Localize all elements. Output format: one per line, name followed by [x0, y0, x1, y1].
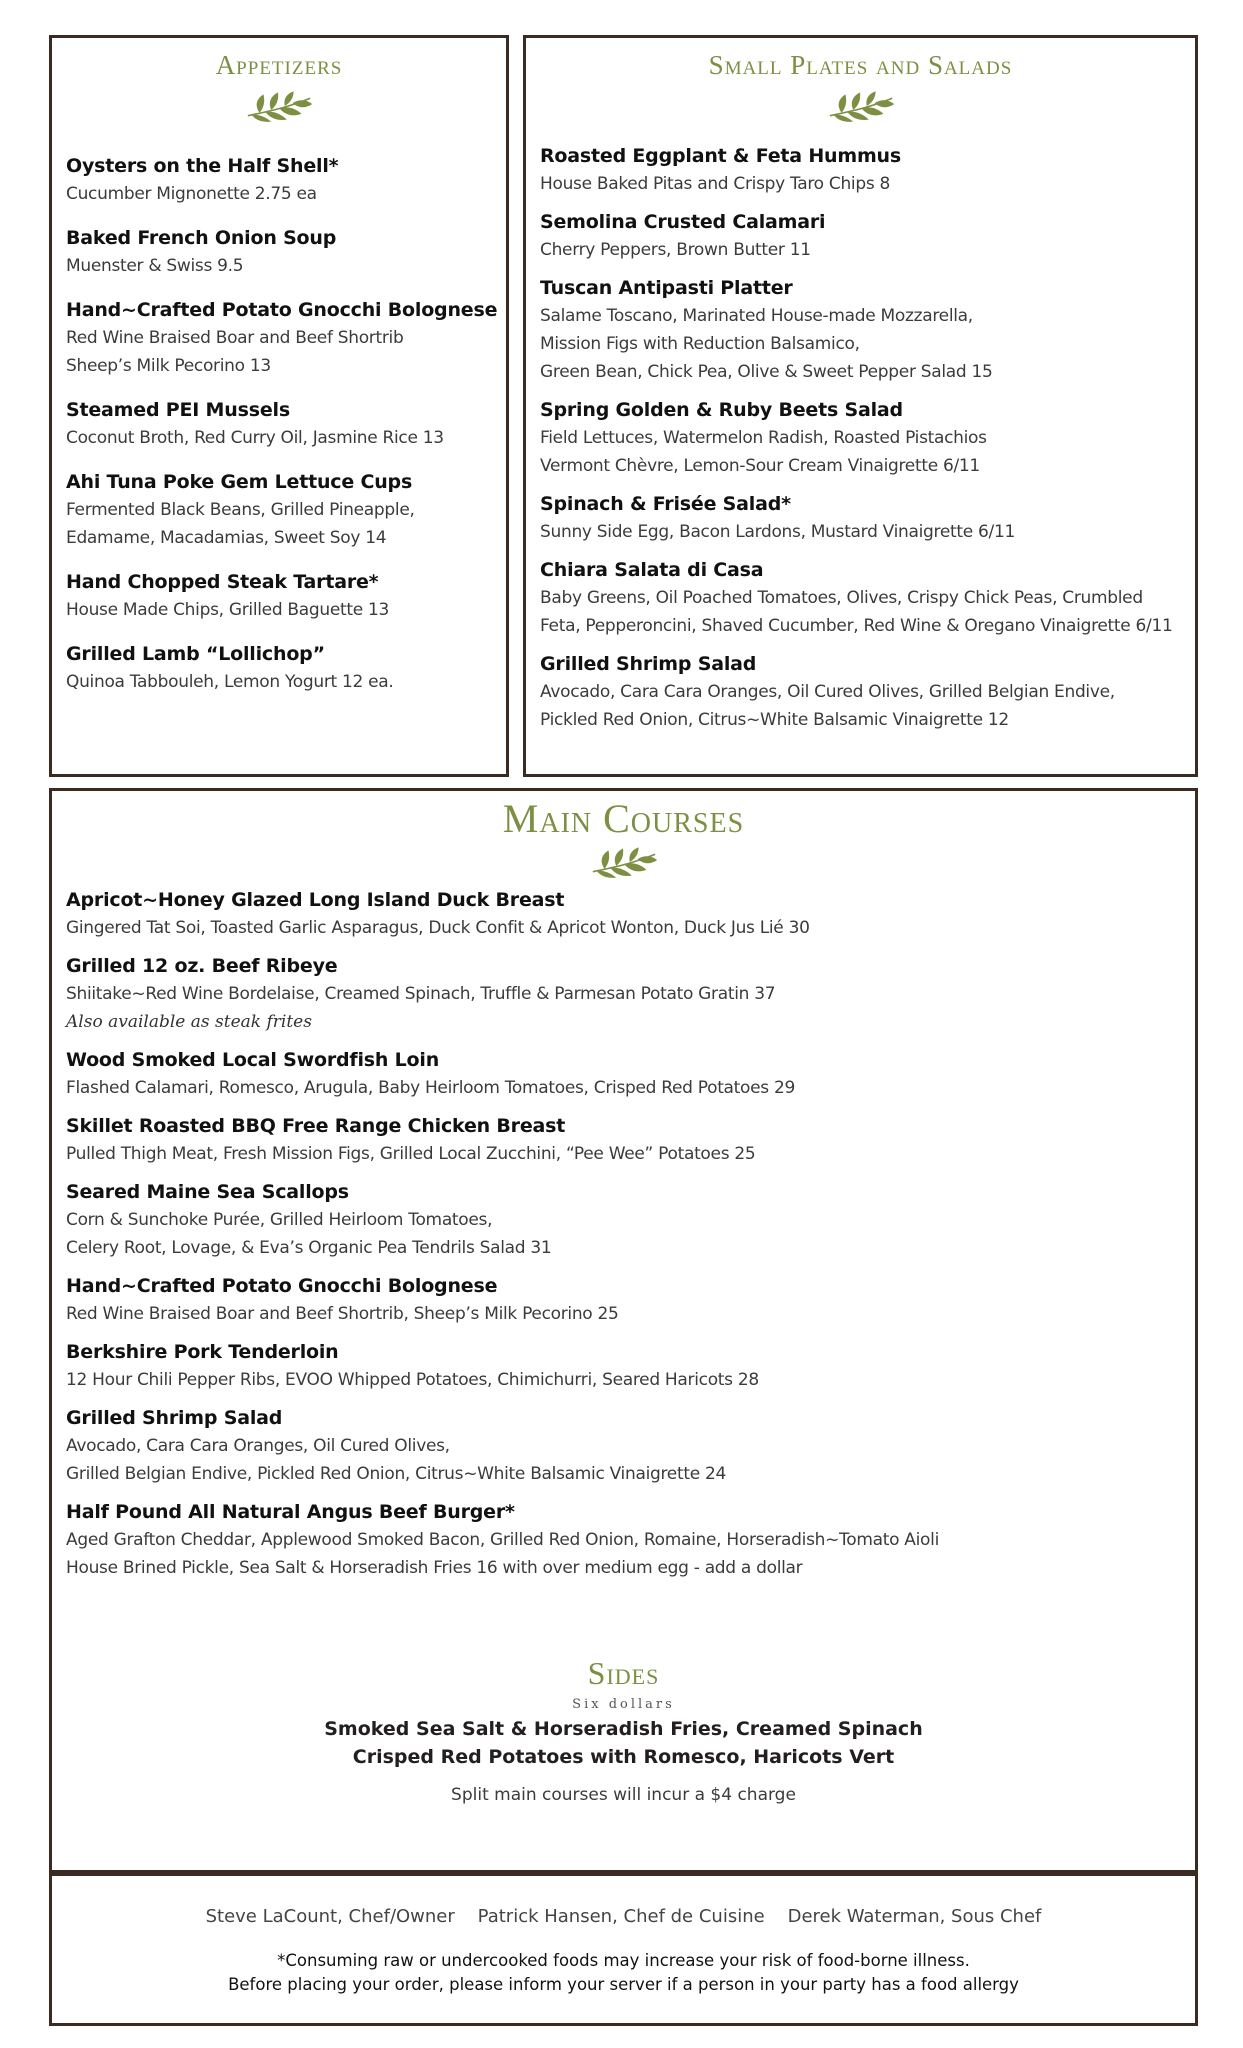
main-courses-list	[66, 886, 1191, 1592]
menu-item	[66, 1112, 1191, 1168]
menu-item-description: Pulled Thigh Meat, Fresh Mission Figs, Grilled Local Zucchini, “Pee Wee” Potatoes 25	[66, 1144, 756, 1164]
menu-item-name: Spring Golden & Ruby Beets Salad	[540, 399, 903, 421]
sides-title: Sides	[587, 1655, 660, 1691]
olive-sprig-icon	[824, 90, 898, 124]
menu-item	[540, 556, 1195, 640]
menu-item-description: Field Lettuces, Watermelon Radish, Roasted Pistachios Vermont Chèvre, Lemon-Sour Cream Vinaigrette 6/11	[540, 428, 987, 476]
menu-item-name: Hand~Crafted Potato Gnocchi Bolognese	[66, 299, 498, 321]
menu-item-description: House Baked Pitas and Crispy Taro Chips 8	[540, 174, 891, 194]
menu-item-note: Also available as steak frites	[66, 1012, 312, 1032]
menu-item	[66, 886, 1191, 942]
menu-item-description: Muenster & Swiss 9.5	[66, 256, 244, 276]
menu-item-name: Grilled 12 oz. Beef Ribeye	[66, 955, 338, 977]
menu-item	[540, 396, 1195, 480]
menu-item	[66, 952, 1191, 1036]
menu-item-description: Quinoa Tabbouleh, Lemon Yogurt 12 ea.	[66, 672, 394, 692]
menu-item-name: Half Pound All Natural Angus Beef Burger*	[66, 1501, 515, 1523]
menu-item-name: Grilled Lamb “Lollichop”	[66, 643, 325, 665]
main-courses-panel	[49, 788, 1198, 1873]
menu-item-name: Ahi Tuna Poke Gem Lettuce Cups	[66, 471, 413, 493]
menu-item	[66, 296, 506, 380]
menu-item-description: Baby Greens, Oil Poached Tomatoes, Olives, Crispy Chick Peas, Crumbled Feta, Pepperoncini, Shaved Cucumber, Red Wine & Oregano Vinaigrette 6/11	[540, 588, 1173, 636]
menu-item	[66, 1498, 1191, 1582]
menu-item-name: Steamed PEI Mussels	[66, 399, 290, 421]
menu-item	[66, 224, 506, 280]
menu-item-name: Semolina Crusted Calamari	[540, 211, 826, 233]
menu-item-name: Tuscan Antipasti Platter	[540, 277, 793, 299]
menu-item-description: Cherry Peppers, Brown Butter 11	[540, 240, 811, 260]
menu-item-description: Corn & Sunchoke Purée, Grilled Heirloom Tomatoes, Celery Root, Lovage, & Eva’s Organic Pea Tendrils Salad 31	[66, 1210, 552, 1258]
menu-item	[66, 1404, 1191, 1488]
menu-item-description: Avocado, Cara Cara Oranges, Oil Cured Olives, Grilled Belgian Endive, Pickled Red Onion, Citrus~White Balsamic Vinaigrette 24	[66, 1436, 726, 1484]
menu-item	[66, 468, 506, 552]
menu-item-description: Red Wine Braised Boar and Beef Shortrib, Sheep’s Milk Pecorino 25	[66, 1304, 619, 1324]
menu-item-name: Chiara Salata di Casa	[540, 559, 764, 581]
menu-item-name: Grilled Shrimp Salad	[540, 653, 757, 675]
menu-item-description: Fermented Black Beans, Grilled Pineapple, Edamame, Macadamias, Sweet Soy 14	[66, 500, 415, 548]
menu-item-description: Cucumber Mignonette 2.75 ea	[66, 184, 317, 204]
menu-item-description: Shiitake~Red Wine Bordelaise, Creamed Spinach, Truffle & Parmesan Potato Gratin 37	[66, 984, 776, 1004]
sides-line-1: Smoked Sea Salt & Horseradish Fries, Creamed Spinach	[324, 1718, 923, 1740]
small-plates-panel	[523, 35, 1198, 777]
appetizers-title: Appetizers	[215, 50, 343, 80]
menu-item-description: Gingered Tat Soi, Toasted Garlic Asparagus, Duck Confit & Apricot Wonton, Duck Jus Lié 30	[66, 918, 810, 938]
menu-item-description: Sunny Side Egg, Bacon Lardons, Mustard Vinaigrette 6/11	[540, 522, 1015, 542]
menu-item	[540, 650, 1195, 734]
menu-item-description: Avocado, Cara Cara Oranges, Oil Cured Olives, Grilled Belgian Endive, Pickled Red Onion, Citrus~White Balsamic Vinaigrette 12	[540, 682, 1115, 730]
menu-item-name: Spinach & Frisée Salad*	[540, 493, 791, 515]
food-warning: *Consuming raw or undercooked foods may increase your risk of food-borne illness.	[277, 1951, 970, 1970]
menu-item	[66, 396, 506, 452]
menu-item-name: Skillet Roasted BBQ Free Range Chicken Breast	[66, 1115, 566, 1137]
menu-item-description: Salame Toscano, Marinated House-made Mozzarella, Mission Figs with Reduction Balsamico, Green Bean, Chick Pea, Olive & Sweet Pepper Salad 15	[540, 306, 993, 382]
menu-item-description: Red Wine Braised Boar and Beef Shortrib Sheep’s Milk Pecorino 13	[66, 328, 404, 376]
menu-item-description: Flashed Calamari, Romesco, Arugula, Baby Heirloom Tomatoes, Crisped Red Potatoes 29	[66, 1078, 795, 1098]
allergy-warning: Before placing your order, please inform your server if a person in your party has a food allergy	[228, 1975, 1019, 1994]
menu-item-description: Coconut Broth, Red Curry Oil, Jasmine Rice 13	[66, 428, 444, 448]
menu-item	[66, 1338, 1191, 1394]
menu-item-name: Berkshire Pork Tenderloin	[66, 1341, 339, 1363]
menu-item-name: Hand Chopped Steak Tartare*	[66, 571, 379, 593]
menu-item	[540, 274, 1195, 386]
menu-item	[66, 1178, 1191, 1262]
menu-item-description: 12 Hour Chili Pepper Ribs, EVOO Whipped Potatoes, Chimichurri, Seared Haricots 28	[66, 1370, 759, 1390]
menu-item-name: Apricot~Honey Glazed Long Island Duck Breast	[66, 889, 565, 911]
menu-item-name: Seared Maine Sea Scallops	[66, 1181, 349, 1203]
menu-item-name: Hand~Crafted Potato Gnocchi Bolognese	[66, 1275, 498, 1297]
footer-panel	[49, 1873, 1198, 2026]
olive-sprig-icon	[587, 846, 661, 880]
menu-item	[66, 1046, 1191, 1102]
split-charge-note: Split main courses will incur a $4 charge	[451, 1785, 796, 1805]
menu-item-name: Wood Smoked Local Swordfish Loin	[66, 1049, 440, 1071]
menu-item-description: Aged Grafton Cheddar, Applewood Smoked Bacon, Grilled Red Onion, Romaine, Horseradish~Tomato Aioli House Brined Pickle, Sea Salt & Horseradish Fries 16 with over medium egg - add a dollar	[66, 1530, 940, 1578]
menu-item	[66, 568, 506, 624]
appetizers-panel	[49, 35, 509, 777]
menu-item	[540, 490, 1195, 546]
menu-item	[66, 640, 506, 696]
menu-item	[66, 1272, 1191, 1328]
menu-item-name: Oysters on the Half Shell*	[66, 155, 339, 177]
staff-credits: Steve LaCount, Chef/Owner Patrick Hansen, Chef de Cuisine Derek Waterman, Sous Chef	[205, 1906, 1042, 1927]
menu-item-name: Roasted Eggplant & Feta Hummus	[540, 145, 901, 167]
menu-item-name: Baked French Onion Soup	[66, 227, 337, 249]
appetizers-list	[66, 152, 506, 712]
main-courses-title: Main Courses	[502, 796, 745, 841]
menu-item	[66, 152, 506, 208]
menu-item	[540, 142, 1195, 198]
menu-item-name: Grilled Shrimp Salad	[66, 1407, 283, 1429]
sides-line-2: Crisped Red Potatoes with Romesco, Haricots Vert	[352, 1746, 895, 1768]
menu-item	[540, 208, 1195, 264]
small-plates-list	[540, 142, 1195, 744]
small-plates-title: Small Plates and Salads	[708, 50, 1013, 80]
sides-subtitle: Six dollars	[572, 1697, 675, 1712]
menu-item-description: House Made Chips, Grilled Baguette 13	[66, 600, 390, 620]
olive-sprig-icon	[242, 90, 316, 124]
